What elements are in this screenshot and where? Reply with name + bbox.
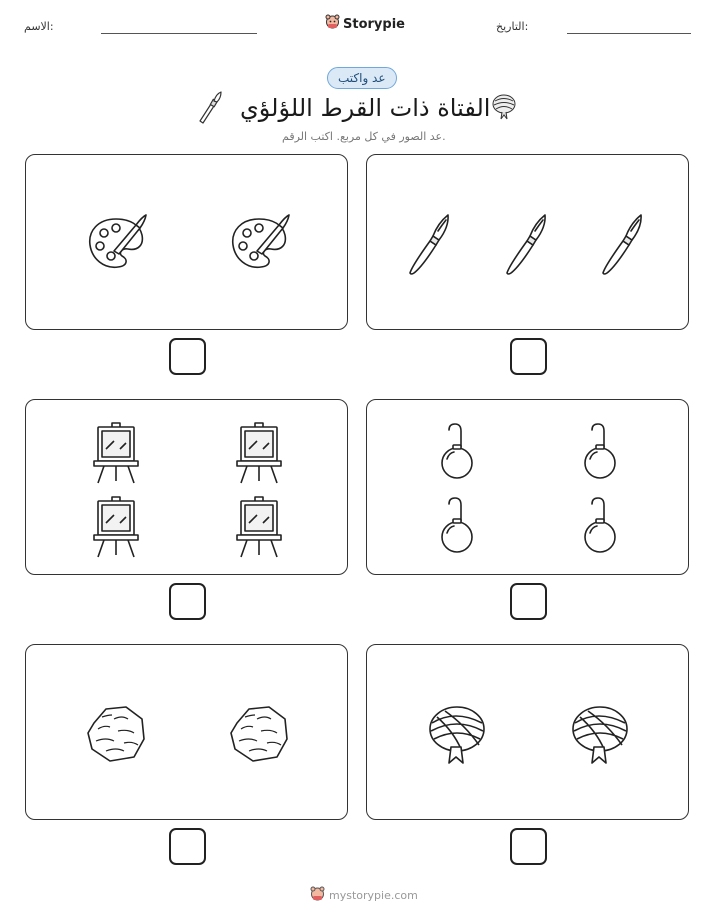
easel-icon: [84, 421, 148, 485]
brand-logo: [325, 14, 405, 34]
counting-panel: [366, 399, 689, 575]
counting-panel: [366, 154, 689, 330]
footer-site[interactable]: mystorypie.com: [329, 889, 418, 902]
pearl-earring-icon: [425, 495, 489, 559]
pearl-earring-icon: [568, 421, 632, 485]
palette-icon: [227, 211, 291, 275]
counting-panel: [25, 399, 348, 575]
answer-box[interactable]: [510, 338, 547, 375]
name-label: الاسم:: [24, 20, 54, 33]
turban-icon: [490, 92, 518, 120]
footer: [310, 886, 418, 905]
rock-icon: [84, 701, 148, 765]
paintbrush-icon: [400, 211, 464, 275]
paintbrush-icon: [593, 211, 657, 275]
page-title: الفتاة ذات القرط اللؤلؤي: [240, 94, 491, 122]
answer-box[interactable]: [510, 583, 547, 620]
easel-icon: [84, 495, 148, 559]
activity-tag: عد واكتب: [327, 67, 397, 89]
turban-icon: [568, 701, 632, 765]
rock-icon: [227, 701, 291, 765]
name-line[interactable]: [101, 33, 257, 34]
easel-icon: [227, 421, 291, 485]
turban-icon: [425, 701, 489, 765]
palette-icon: [84, 211, 148, 275]
pearl-earring-icon: [425, 421, 489, 485]
answer-box[interactable]: [510, 828, 547, 865]
counting-panel: [366, 644, 689, 820]
answer-box[interactable]: [169, 828, 206, 865]
pearl-earring-icon: [568, 495, 632, 559]
answer-box[interactable]: [169, 583, 206, 620]
paintbrush-icon: [497, 211, 561, 275]
instruction-text: عد الصور في كل مربع. اكتب الرقم.: [282, 130, 446, 143]
paintbrush-icon: [196, 90, 224, 124]
brand-name: Storypie: [343, 16, 405, 32]
date-label: التاريخ:: [496, 20, 529, 33]
storypie-mascot-icon: [310, 886, 325, 905]
storypie-mascot-icon: [325, 14, 340, 34]
counting-panel: [25, 154, 348, 330]
easel-icon: [227, 495, 291, 559]
answer-box[interactable]: [169, 338, 206, 375]
date-line[interactable]: [567, 33, 691, 34]
counting-panel: [25, 644, 348, 820]
